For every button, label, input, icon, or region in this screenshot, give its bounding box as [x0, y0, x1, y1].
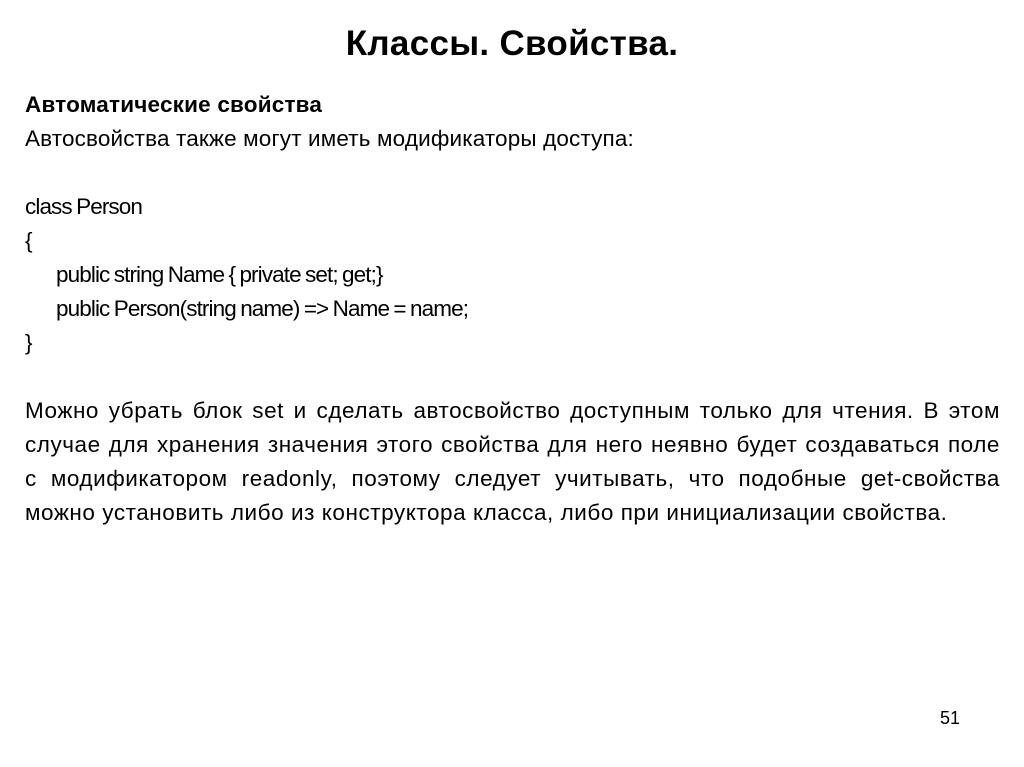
code-line: { [25, 228, 32, 253]
slide-content [25, 88, 1000, 530]
code-line: public string Name { private set; get;} [56, 262, 383, 287]
slide-title: Классы. Свойства. [345, 24, 679, 63]
page-number: 51 [940, 708, 961, 728]
code-block [25, 190, 1000, 360]
code-line: public Person(string name) => Name = name; [56, 296, 469, 321]
intro-text: Автосвойства также могут иметь модификаторы доступа: [25, 126, 634, 151]
code-line: class Person [25, 194, 143, 219]
code-line: } [25, 330, 32, 355]
body-paragraph: Можно убрать блок set и сделать автосвойство доступным только для чтения. В этом случае для хранения значения этого свойства для него неявно будет создаваться поле с модификатором readonly, поэтому следует учитывать, что подобные get-свойства можно установить либо из конструктора класса, либо при инициализации свойства. [25, 398, 1000, 525]
section-heading: Автоматические свойства [25, 92, 323, 117]
